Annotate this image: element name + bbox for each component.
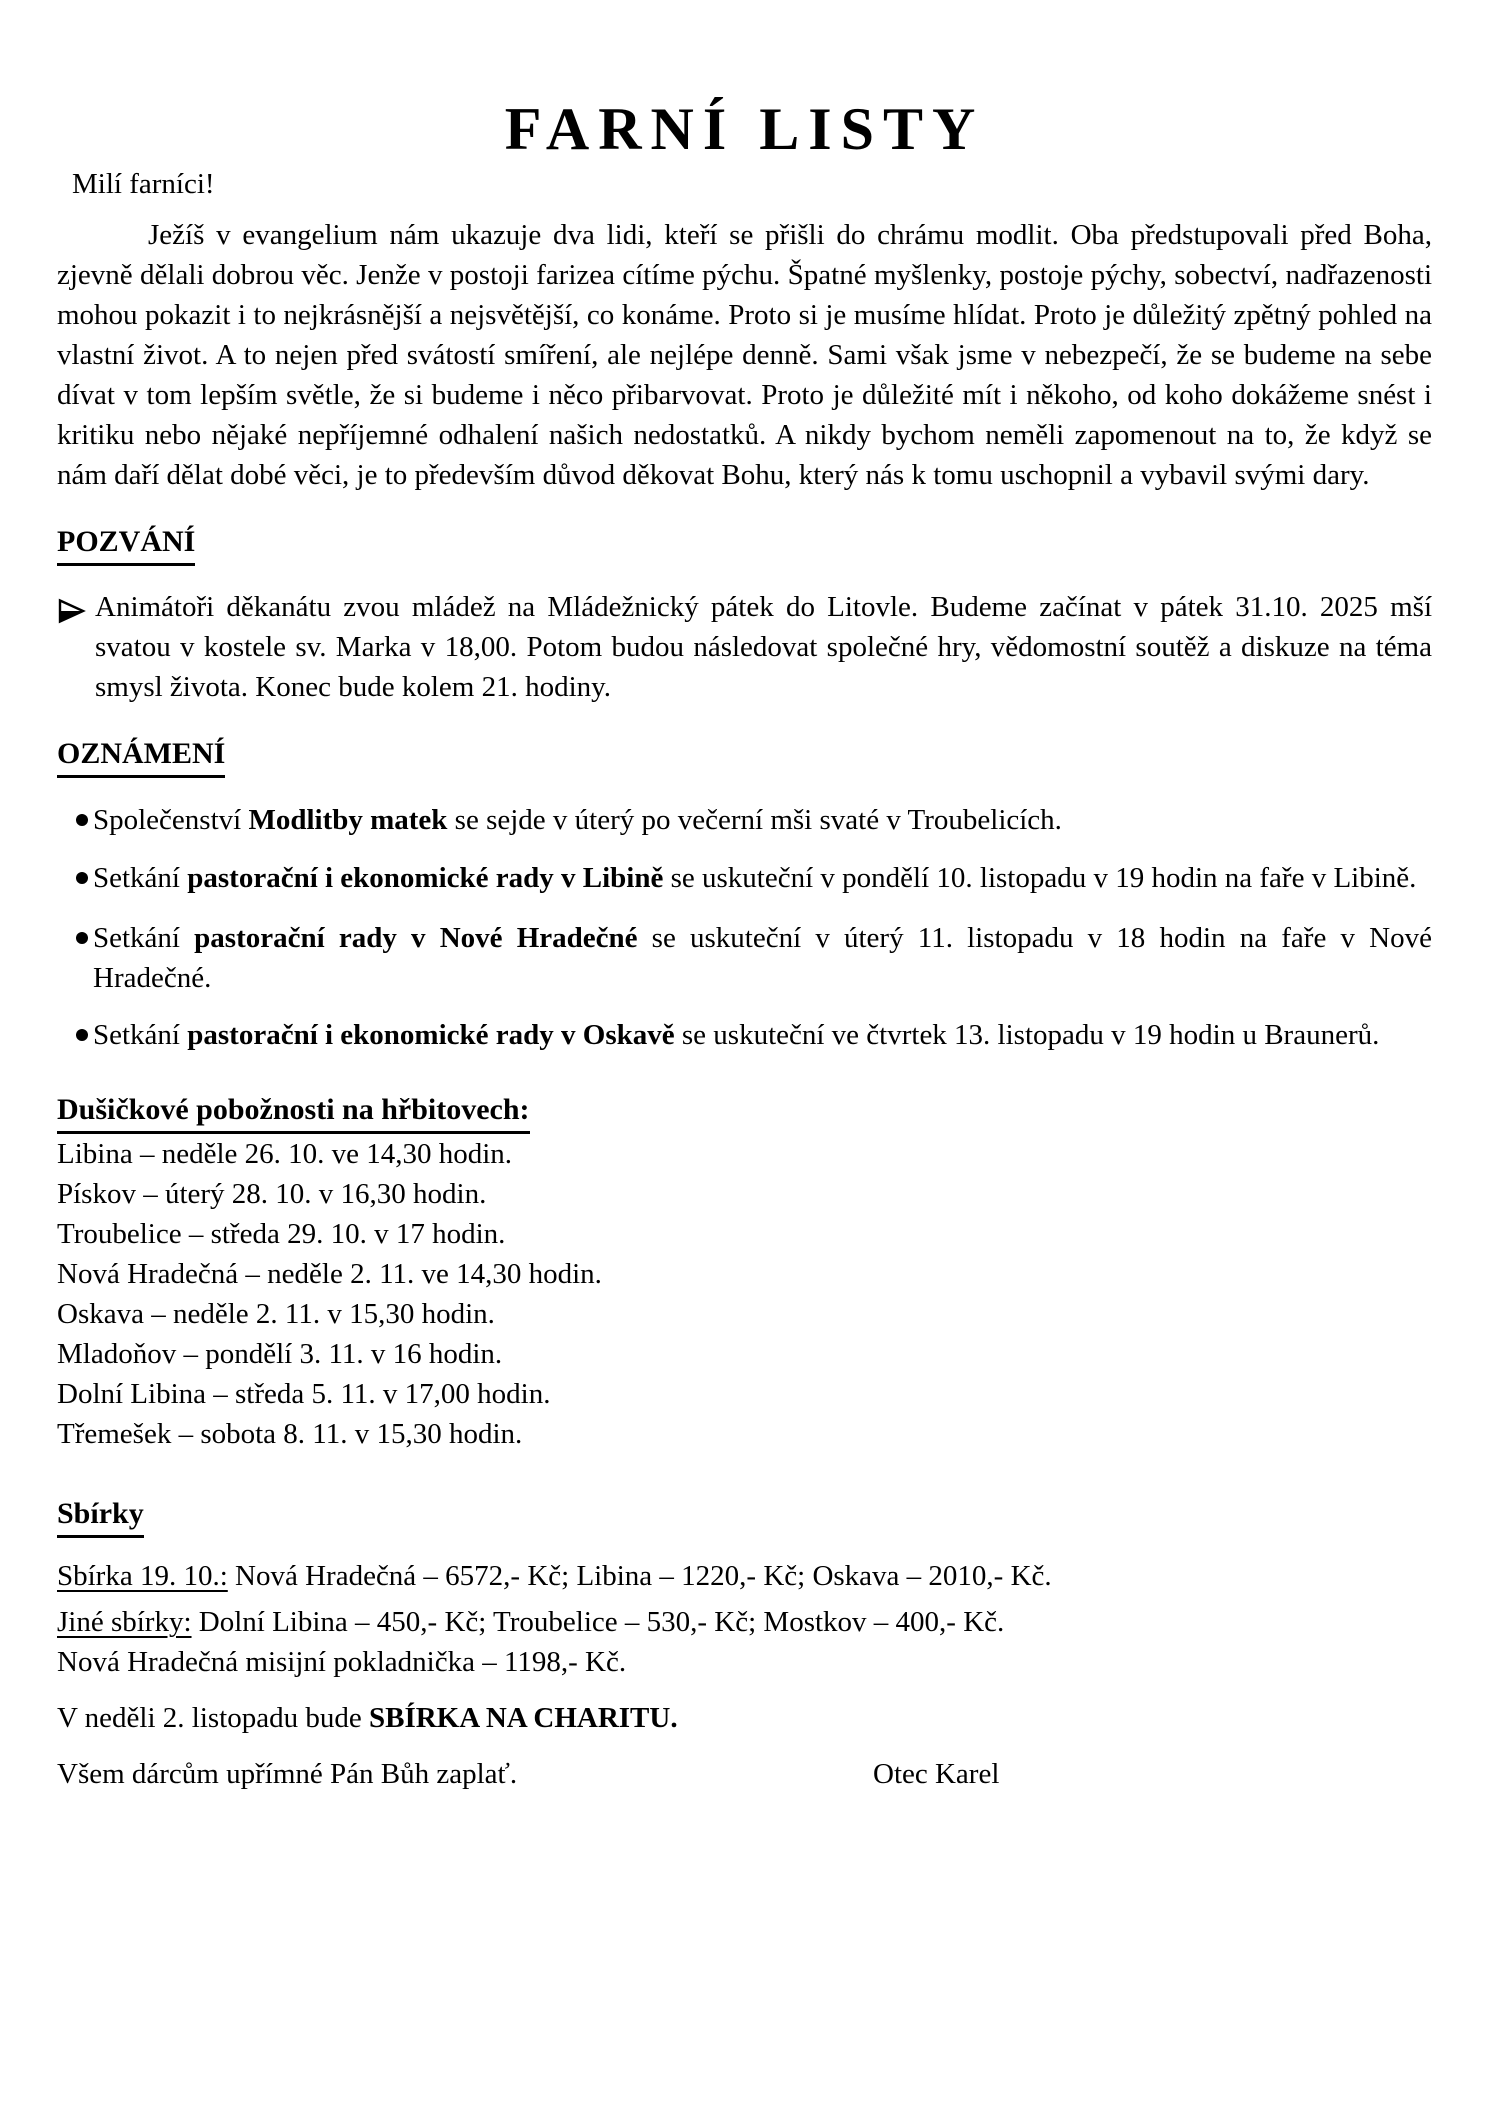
dusickove-heading (57, 1090, 1432, 1134)
item-text-pre: Setkání (93, 922, 195, 954)
item-text-bold: Modlitby matek (248, 804, 448, 836)
dusickove-list (57, 1134, 1432, 1454)
jine-sbirky-amounts: Dolní Libina – 450,- Kč; Troubelice – 530,- Kč; Mostkov – 400,- Kč. (191, 1606, 1005, 1638)
jine-sbirky-block (57, 1602, 1432, 1682)
oznameni-item (57, 858, 1432, 898)
oznameni-heading (57, 734, 1432, 778)
jine-sbirky-label: Jiné sbírky: (57, 1606, 192, 1638)
item-text-post: se uskuteční v pondělí 10. listopadu v 19 hodin na faře v Libině. (663, 862, 1417, 894)
pozvani-heading-text: POZVÁNÍ (57, 522, 195, 566)
sbirka-1910-amounts: Nová Hradečná – 6572,- Kč; Libina – 1220,- Kč; Oskava – 2010,- Kč. (227, 1560, 1052, 1592)
sbirka-1910-label: Sbírka 19. 10.: (57, 1560, 228, 1592)
intro-paragraph: Ježíš v evangelium nám ukazuje dva lidi, kteří se přišli do chrámu modlit. Oba předstupovali před Boha, zjevně dělali dobrou věc. Jenže v postoji farizea cítíme pýchu. Špatné myšlenky, postoje pýchy, sobectví, nadřazenosti mohou pokazit i to nejkrásnější a nejsvětější, co konáme. Proto si je musíme hlídat. Proto je důležitý zpětný pohled na vlastní život. A to nejen před svátostí smíření, ale nejlépe denně. Sami však jsme v nebezpečí, že se budeme na sebe dívat v tom lepším světle, že si budeme i něco přibarvovat. Proto je důležité mít i někoho, od koho dokážeme snést i kritiku nebo nějaké nepříjemné odhalení našich nedostatků. A nikdy bychom neměli zapomenout na to, že když se nám daří dělat dobé věci, je to především důvod děkovat Bohu, který nás k tomu uschopnil a vybavil svými dary. (57, 219, 1432, 491)
dot-bullet-icon (76, 1029, 88, 1041)
thanks-text: Všem dárcům upřímné Pán Bůh zaplať. (57, 1758, 518, 1790)
page-title: FARNÍ LISTY (504, 96, 985, 162)
oznameni-heading-text: OZNÁMENÍ (57, 734, 225, 778)
item-text-pre: Společenství (93, 804, 249, 836)
pozvani-heading (57, 522, 1432, 566)
dusickove-heading-text: Dušičkové pobožnosti na hřbitovech: (57, 1090, 530, 1134)
dusickove-line: Oskava – neděle 2. 11. v 15,30 hodin. (57, 1298, 495, 1330)
charita-text-pre: V neděli 2. listopadu bude (57, 1702, 369, 1734)
item-text-post: se sejde v úterý po večerní mši svaté v Troubelicích. (447, 804, 1062, 836)
oznameni-item (57, 800, 1432, 840)
sbirky-heading (57, 1494, 1432, 1538)
pozvani-item-text: Animátoři děkanátu zvou mládež na Mládežnický pátek do Litovle. Budeme začínat v pátek 31.10. 2025 mší svatou v kostele sv. Marka v 18,00. Potom budou následovat společné hry, vědomostní soutěž a diskuze na téma smysl života. Konec bude kolem 21. hodiny. (95, 591, 1432, 703)
dot-bullet-icon (76, 932, 88, 944)
item-text-pre: Setkání (93, 1019, 188, 1051)
oznameni-item-text (93, 862, 1416, 894)
dot-bullet-icon (76, 814, 88, 826)
dusickove-line: Pískov – úterý 28. 10. v 16,30 hodin. (57, 1178, 487, 1210)
dusickove-line: Třemešek – sobota 8. 11. v 15,30 hodin. (57, 1418, 523, 1450)
item-text-bold: pastorační i ekonomické rady v Libině (187, 862, 664, 894)
charita-text-bold: SBÍRKA NA CHARITU. (368, 1702, 678, 1734)
closing-line (57, 1754, 1432, 1794)
signature: Otec Karel (873, 1758, 1000, 1790)
oznameni-item-text (93, 804, 1062, 836)
dusickove-line: Mladoňov – pondělí 3. 11. v 16 hodin. (57, 1338, 503, 1370)
oznameni-item (57, 1015, 1432, 1055)
charita-line (57, 1698, 1432, 1738)
dusickove-line: Libina – neděle 26. 10. ve 14,30 hodin. (57, 1138, 513, 1170)
item-text-post: se uskuteční v úterý 11. listopadu v 18 hodin na faře v Nové Hradečné. (93, 922, 1432, 994)
oznameni-item-text (93, 922, 1432, 994)
arrowhead-bullet-icon (58, 595, 86, 621)
pozvani-item (57, 587, 1432, 707)
jine-sbirky-line (57, 1602, 1432, 1642)
item-text-bold: pastorační i ekonomické rady v Oskavě (187, 1019, 675, 1051)
dusickove-line: Troubelice – středa 29. 10. v 17 hodin. (57, 1218, 506, 1250)
dusickove-line: Nová Hradečná – neděle 2. 11. ve 14,30 hodin. (57, 1258, 602, 1290)
oznameni-item (57, 918, 1432, 998)
item-text-bold: pastorační rady v Nové Hradečné (194, 922, 638, 954)
item-text-post: se uskuteční ve čtvrtek 13. listopadu v 19 hodin u Braunerů. (674, 1019, 1380, 1051)
dot-bullet-icon (76, 872, 88, 884)
salutation: Milí farníci! (72, 168, 215, 200)
oznameni-item-text (93, 1019, 1379, 1051)
dusickove-line: Dolní Libina – středa 5. 11. v 17,00 hodin. (57, 1378, 551, 1410)
misijni-pokladnicka-line: Nová Hradečná misijní pokladnička – 1198,- Kč. (57, 1646, 627, 1678)
sbirka-1910-line (57, 1556, 1432, 1596)
sbirky-heading-text: Sbírky (57, 1494, 144, 1538)
item-text-pre: Setkání (93, 862, 188, 894)
